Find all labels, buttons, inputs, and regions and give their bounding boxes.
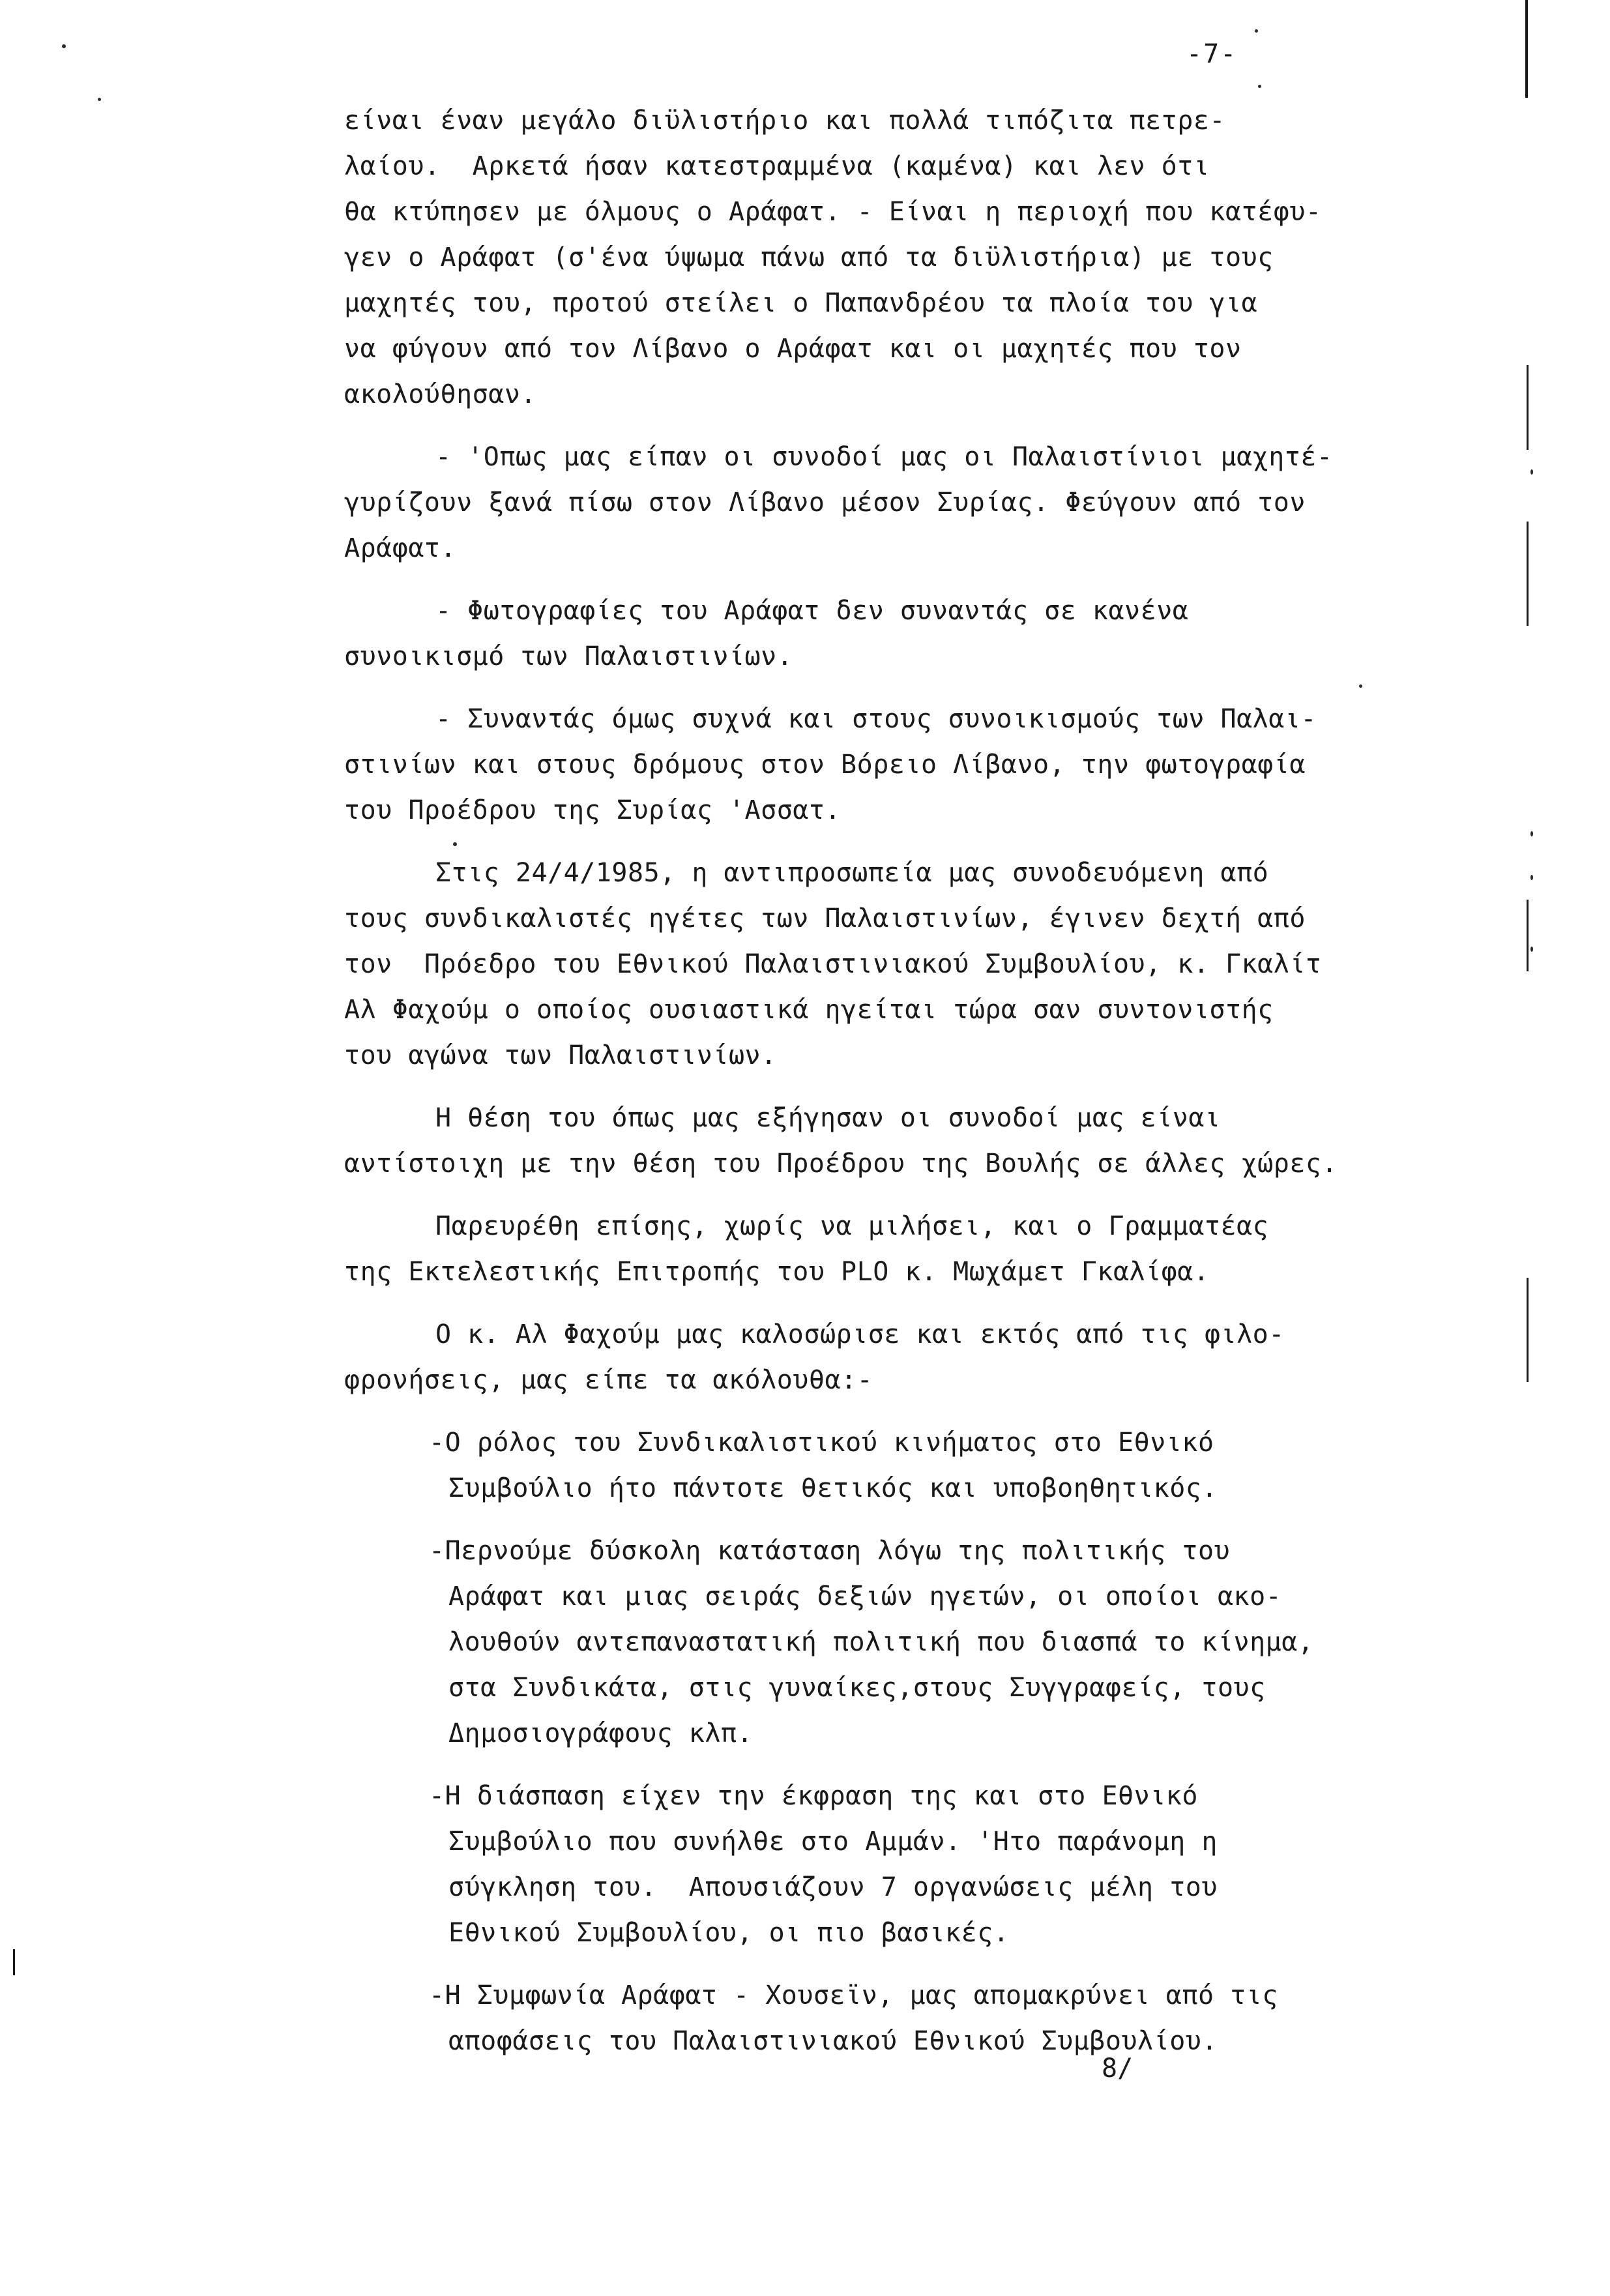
scan-speck (453, 842, 457, 846)
scan-artifact-bar (1527, 365, 1529, 450)
text-line: - Φωτογραφίες του Αράφατ δεν συναντάς σε κανένα (435, 596, 1189, 626)
text-line: Δημοσιογράφους κλπ. (448, 1718, 754, 1748)
text-line: της Εκτελεστικής Επιτροπής του PLO κ. Μωχάμετ Γκαλίφα. (344, 1257, 1210, 1287)
paragraph (344, 434, 1478, 571)
text-line: -Η διάσπαση είχεν την έκφραση της και στο Εθνικό (429, 1781, 1198, 1811)
text-line: γεν ο Αράφατ (σ'ένα ύψωμα πάνω από τα διϋλιστήρια) με τους (344, 243, 1274, 272)
text-line: Αλ Φαχούμ ο οποίος ουσιαστικά ηγείται τώρα σαν συντονιστής (344, 995, 1274, 1025)
text-line: του Προέδρου της Συρίας 'Ασσατ. (344, 795, 842, 825)
paragraph (344, 98, 1478, 417)
scan-artifact-bar (13, 1949, 15, 1975)
text-line: Αράφατ. (344, 533, 457, 563)
scan-speck (1255, 29, 1258, 33)
text-line: να φύγουν από τον Λίβανο ο Αράφατ και οι μαχητές που τον (344, 334, 1242, 364)
text-line: Εθνικού Συμβουλίου, οι πιο βασικές. (448, 1918, 1010, 1948)
text-line: στινίων και στους δρόμους στον Βόρειο Λίβανο, την φωτογραφία (344, 750, 1306, 780)
scan-speck (1530, 831, 1533, 836)
scan-speck (1530, 875, 1533, 880)
document-body (344, 98, 1478, 2064)
scan-artifact-bar (1527, 1278, 1529, 1382)
page-number: -7- (1186, 39, 1238, 69)
text-line: θα κτύπησεν με όλμους ο Αράφατ. - Είναι η περιοχή που κατέφυ- (344, 197, 1322, 227)
text-line: - 'Οπως μας είπαν οι συνοδοί μας οι Παλαιστίνιοι μαχητέ- (435, 442, 1333, 472)
scan-artifact-bar (1525, 0, 1528, 98)
text-line: ακολούθησαν. (344, 379, 536, 409)
text-line: αντίστοιχη με την θέση του Προέδρου της Βουλής σε άλλες χώρες. (344, 1149, 1338, 1179)
text-line: -Ο ρόλος του Συνδικαλιστικού κινήματος στο Εθνικό (429, 1428, 1214, 1458)
text-line: Συμβούλιο που συνήλθε στο Αμμάν. 'Ητο παράνομη η (448, 1827, 1218, 1857)
text-line: του αγώνα των Παλαιστινίων. (344, 1040, 777, 1070)
paragraph (344, 1203, 1478, 1295)
text-line: συνοικισμό των Παλαιστινίων. (344, 641, 793, 671)
text-line: τον Πρόεδρο του Εθνικού Παλαιστινιακού Συμβουλίου, κ. Γκαλίτ (344, 949, 1322, 979)
text-line: - Συναντάς όμως συχνά και στους συνοικισμούς των Παλαι- (435, 704, 1317, 734)
text-line: λουθούν αντεπαναστατική πολιτική που διασπά το κίνημα, (448, 1627, 1314, 1657)
text-line: μαχητές του, προτού στείλει ο Παπανδρέου τα πλοία του για (344, 288, 1258, 318)
paragraph (344, 1095, 1478, 1186)
text-line: -Περνούμε δύσκολη κατάσταση λόγω της πολιτικής του (429, 1536, 1231, 1566)
list-item (344, 1420, 1478, 1511)
text-line: Αράφατ και μιας σειράς δεξιών ηγετών, οι οποίοι ακο- (448, 1582, 1282, 1612)
text-line: φρονήσεις, μας είπε τα ακόλουθα:- (344, 1365, 873, 1395)
text-line: στα Συνδικάτα, στις γυναίκες,στους Συγγραφείς, τους (448, 1673, 1266, 1703)
text-line: -Η Συμφωνία Αράφατ - Χουσεϊν, μας απομακρύνει από τις (429, 1980, 1278, 2010)
text-line: σύγκληση του. Απουσιάζουν 7 οργανώσεις μέλη του (448, 1872, 1218, 1902)
text-line: Συμβούλιο ήτο πάντοτε θετικός και υποβοηθητικός. (448, 1473, 1218, 1503)
list-item (344, 1773, 1478, 1956)
list-item (344, 1973, 1478, 2064)
paragraph (344, 1312, 1478, 1403)
list-item (344, 1528, 1478, 1756)
text-line: αποφάσεις του Παλαιστινιακού Εθνικού Συμβουλίου. (448, 2026, 1218, 2056)
scan-artifact-bar (1527, 522, 1529, 626)
continuation-marker: 8/ (1102, 2053, 1134, 2083)
paragraph (344, 696, 1478, 833)
scan-speck (62, 44, 66, 48)
scan-speck (1530, 469, 1533, 475)
text-line: Η θέση του όπως μας εξήγησαν οι συνοδοί μας είναι (435, 1103, 1221, 1133)
text-line: είναι έναν μεγάλο διϋλιστήριο και πολλά τιπόζιτα πετρε- (344, 106, 1226, 136)
text-line: τους συνδικαλιστές ηγέτες των Παλαιστινίων, έγινεν δεχτή από (344, 904, 1306, 934)
scan-speck (1258, 85, 1261, 88)
text-line: Παρευρέθη επίσης, χωρίς να μιλήσει, και ο Γραμματέας (435, 1211, 1269, 1241)
scan-artifact-bar (1527, 900, 1529, 971)
scan-speck (1530, 947, 1533, 952)
text-line: Στις 24/4/1985, η αντιπροσωπεία μας συνοδευόμενη από (435, 858, 1269, 888)
paragraph (344, 588, 1478, 679)
scan-speck (98, 98, 101, 101)
text-line: λαίου. Αρκετά ήσαν κατεστραμμένα (καμένα) και λεν ότι (344, 151, 1210, 181)
scan-speck (1359, 684, 1362, 688)
paragraph (344, 850, 1478, 1078)
text-line: Ο κ. Αλ Φαχούμ μας καλοσώρισε και εκτός από τις φιλο- (435, 1319, 1285, 1349)
text-line: γυρίζουν ξανά πίσω στον Λίβανο μέσον Συρίας. Φεύγουν από τον (344, 488, 1306, 518)
